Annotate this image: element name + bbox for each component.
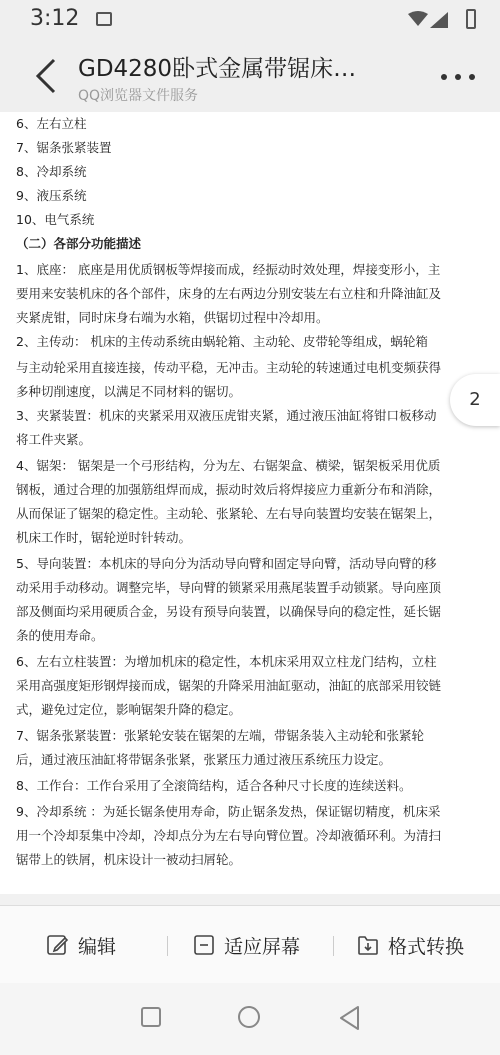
doc-line: 5、导向装置：本机床的导向分为活动导向臂和固定导向臂，活动导向臂的移 (16, 556, 437, 571)
format-convert-label: 格式转换 (388, 935, 465, 958)
signal-icon (408, 10, 452, 30)
image-notification-icon (96, 12, 112, 26)
doc-line: 与主动轮采用直接连接，传动平稳，无冲击。主动轮的转速通过电机变频获得 (16, 360, 442, 375)
fit-screen-icon (192, 933, 216, 957)
doc-line: （二）各部分功能描述 (16, 236, 142, 251)
doc-line: 7、锯条张紧装置 (16, 140, 112, 155)
nav-back-icon[interactable] (338, 1005, 362, 1031)
doc-line: 3、夹紧装置：机床的夹紧采用双液压虎钳夹紧，通过液压油缸将钳口板移动 (16, 408, 437, 423)
system-nav-bar (0, 983, 500, 1055)
doc-line: 2、主传动： 机床的主传动系统由蜗轮箱、主动轮、皮带轮等组成，蜗轮箱 (16, 334, 428, 349)
doc-line: 10、电气系统 (16, 212, 95, 227)
format-convert-button[interactable] (356, 930, 464, 960)
edit-button[interactable] (46, 930, 116, 960)
doc-line: 钢板，通过合理的加强筋组焊而成，振动时效后将焊接应力重新分布和消除， (16, 482, 442, 497)
edit-label: 编辑 (78, 935, 117, 958)
fit-screen-button[interactable] (192, 930, 300, 960)
doc-line: 8、冷却系统 (16, 164, 87, 179)
doc-line: 采用高强度矩形钢焊接而成，锯架的升降采用油缸驱动，油缸的底部采用铰链 (16, 678, 442, 693)
doc-line: 要用来安装机床的各个部件，床身的左右两边分别安装左右立柱和升降油缸及 (16, 286, 442, 301)
doc-line: 用一个冷却泵集中冷却，冷却点分为左右导向臂位置。冷却液循环利。为清扫 (16, 828, 442, 843)
doc-line: 7、锯条张紧装置：张紧轮安装在锯架的左端，带锯条装入主动轮和张紧轮 (16, 728, 424, 743)
document-viewer[interactable] (0, 112, 500, 894)
doc-line: 式，避免过定位，影响锯架升降的稳定。 (16, 702, 242, 717)
doc-line: 9、冷却系统 ：为延长锯条使用寿命，防止锯条发热，保证锯切精度，机床采 (16, 804, 441, 819)
doc-line: 9、液压系统 (16, 188, 87, 203)
status-time: 3:12 (30, 6, 80, 31)
doc-line: 条的使用寿命。 (16, 628, 104, 643)
doc-line: 8、工作台：工作台采用了全滚筒结构，适合各种尺寸长度的连续送料。 (16, 778, 412, 793)
doc-line: 夹紧虎钳，同时床身右端为水箱，供锯切过程中冷却用。 (16, 310, 329, 325)
doc-line: 6、左右立柱 (16, 116, 87, 131)
doc-line: 4、锯架： 锯架是一个弓形结构，分为左、右锯架盒、横梁，锯架板采用优质 (16, 458, 441, 473)
bottom-toolbar (0, 905, 500, 984)
doc-line: 多种切削速度，以满足不同材料的锯切。 (16, 384, 242, 399)
convert-icon (356, 933, 380, 957)
fit-screen-label: 适应屏幕 (224, 935, 301, 958)
doc-line: 动采用手动移动。调整完毕，导向臂的锁紧采用燕尾装置手动锁紧。导向座顶 (16, 580, 442, 595)
app-header (0, 40, 500, 112)
doc-line: 部及侧面均采用硬质合金，另设有预导向装置，以确保导向的稳定性，延长锯 (16, 604, 442, 619)
page-title: GD4280卧式金属带锯床… (78, 56, 357, 82)
doc-line: 1、底座： 底座是用优质钢板等焊接而成，经振动时效处理，焊接变形小，主 (16, 262, 441, 277)
page-subtitle: QQ浏览器文件服务 (78, 88, 199, 104)
more-button[interactable] (438, 64, 478, 84)
toolbar-divider (167, 936, 168, 956)
page-number-badge[interactable]: 2 (450, 374, 500, 426)
doc-line: 机床工作时，锯轮逆时针转动。 (16, 530, 192, 545)
toolbar-divider (333, 936, 334, 956)
recent-apps-button[interactable] (141, 1007, 161, 1027)
battery-icon (466, 9, 476, 29)
doc-line: 锯带上的铁屑，机床设计一被动扫屑轮。 (16, 852, 242, 867)
home-button[interactable] (238, 1006, 260, 1028)
chevron-left-icon (30, 56, 64, 96)
doc-line: 后，通过液压油缸将带锯条张紧，张紧压力通过液压系统压力设定。 (16, 752, 392, 767)
edit-icon (46, 933, 70, 957)
doc-line: 6、左右立柱装置：为增加机床的稳定性，本机床采用双立柱龙门结构，立柱 (16, 654, 437, 669)
more-dots-icon (438, 72, 478, 82)
back-button[interactable] (30, 56, 64, 96)
status-bar (0, 0, 500, 40)
doc-line: 从而保证了锯架的稳定性。主动轮、张紧轮、左右导向装置均安装在锯架上， (16, 506, 442, 521)
doc-line: 将工件夹紧。 (16, 432, 92, 447)
